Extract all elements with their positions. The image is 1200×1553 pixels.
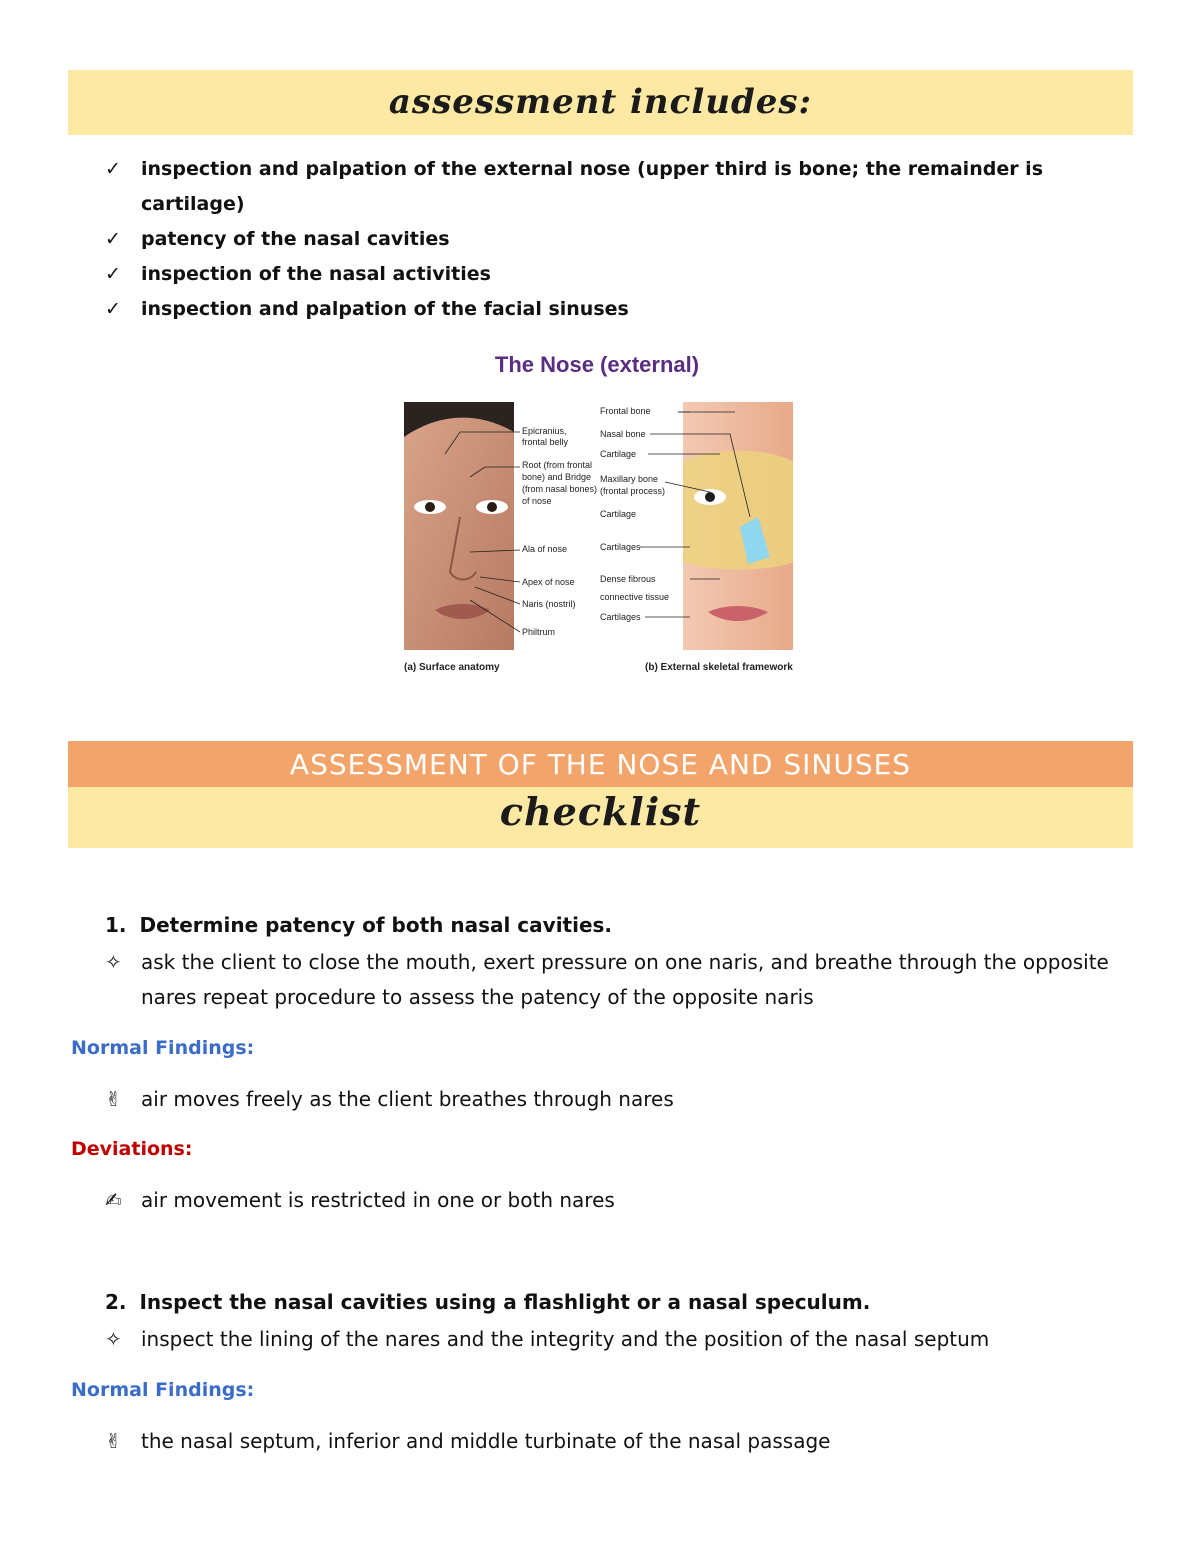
nose-anatomy-figure <box>390 342 805 682</box>
figure-label: Maxillary bone <box>600 474 659 484</box>
figure-label: connective tissue <box>600 592 670 602</box>
section-heading-band <box>68 741 1133 787</box>
checklist-band <box>68 787 1133 848</box>
list-item: ✓ patency of the nasal cavities <box>105 222 1115 257</box>
figure-label: Apex of nose <box>522 577 575 587</box>
normal-findings-label: Normal Findings: <box>71 1037 255 1059</box>
writing-hand-icon: ✍ <box>105 1188 122 1212</box>
figure-label: bone) and Bridge <box>522 472 592 482</box>
checkmark-icon: ✓ <box>105 298 121 320</box>
hand-icon: ✌ <box>105 1429 122 1453</box>
step-1-instruction: ✧ ask the client to close the mouth, exert pressure on one naris, and breathe through the opposite nares repeat procedure to assess the patency of the opposite naris <box>105 945 1125 1015</box>
anatomy-illustration <box>390 342 805 682</box>
figure-label: Cartilage <box>600 509 637 519</box>
figure-label: Cartilages <box>600 612 641 622</box>
section-header-band <box>68 70 1133 135</box>
figure-label: Cartilage <box>600 449 637 459</box>
section-heading: ASSESSMENT OF THE NOSE AND SINUSES <box>289 748 912 781</box>
figure-label: Ala of nose <box>522 544 568 554</box>
figure-label: (frontal process) <box>600 486 666 496</box>
sparkle-icon: ✧ <box>105 950 122 974</box>
list-item: ✓ inspection and palpation of the facial sinuses <box>105 292 1115 327</box>
step-2-normal-finding: ✌ the nasal septum, inferior and middle turbinate of the nasal passage <box>105 1424 1125 1459</box>
assessment-list <box>105 152 1115 327</box>
list-item: ✓ inspection and palpation of the external nose (upper third is bone; the remainder is cartilage) <box>105 152 1115 222</box>
caption-a: (a) Surface anatomy <box>404 662 500 673</box>
normal-findings-label: Normal Findings: <box>71 1379 255 1401</box>
step-2-title: 2. Inspect the nasal cavities using a flashlight or a nasal speculum. <box>105 1290 871 1314</box>
figure-label: (from nasal bones) <box>522 484 598 494</box>
hand-icon: ✌ <box>105 1087 122 1111</box>
figure-label: Philtrum <box>522 627 556 637</box>
figure-label: frontal belly <box>522 437 569 447</box>
figure-label: Frontal bone <box>600 406 651 416</box>
checkmark-icon: ✓ <box>105 158 121 180</box>
deviations-label: Deviations: <box>71 1138 193 1160</box>
step-1-title: 1. Determine patency of both nasal cavities. <box>105 913 613 937</box>
figure-label: Dense fibrous <box>600 574 656 584</box>
section-title: assessment includes: <box>388 82 813 122</box>
sparkle-icon: ✧ <box>105 1327 122 1351</box>
step-1-deviation: ✍ air movement is restricted in one or both nares <box>105 1183 1125 1218</box>
figure-label: Root (from frontal <box>522 460 593 470</box>
figure-label: Naris (nostril) <box>522 599 576 609</box>
step-1-normal-finding: ✌ air moves freely as the client breathes through nares <box>105 1082 1125 1117</box>
figure-label: Epicranius, <box>522 426 567 436</box>
checklist-title: checklist <box>499 789 702 834</box>
checkmark-icon: ✓ <box>105 263 121 285</box>
figure-title: The Nose (external) <box>494 352 700 377</box>
list-item: ✓ inspection of the nasal activities <box>105 257 1115 292</box>
checkmark-icon: ✓ <box>105 228 121 250</box>
figure-label: Nasal bone <box>600 429 646 439</box>
figure-label: of nose <box>522 496 552 506</box>
step-2-instruction: ✧ inspect the lining of the nares and the integrity and the position of the nasal septum <box>105 1322 1125 1357</box>
figure-label: Cartilages <box>600 542 641 552</box>
caption-b: (b) External skeletal framework <box>645 662 793 673</box>
